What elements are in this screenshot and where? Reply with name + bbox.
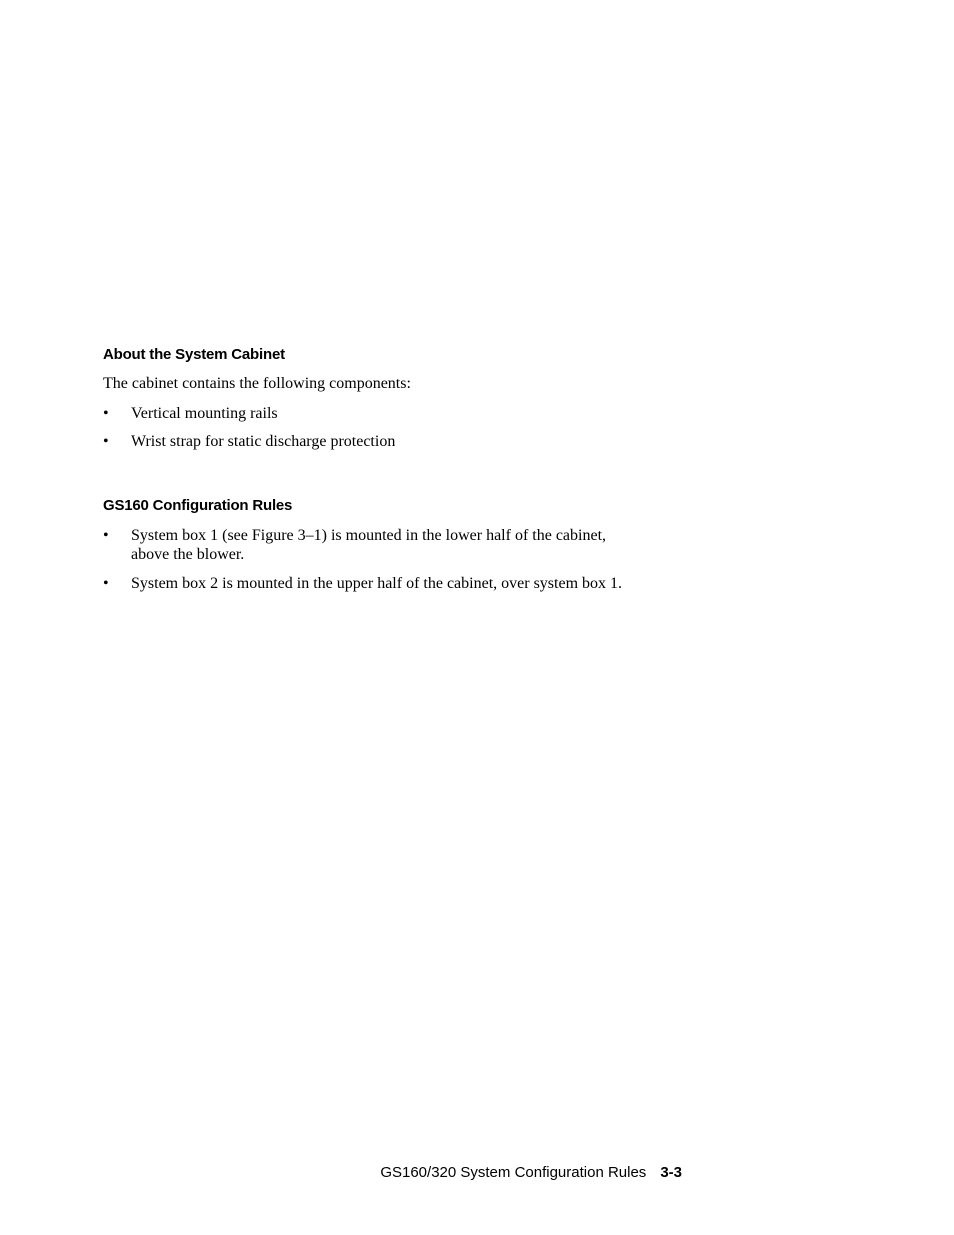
list-item-text: Vertical mounting rails <box>131 405 278 422</box>
bullet-icon: • <box>103 433 109 450</box>
bullet-icon: • <box>103 575 109 592</box>
section-heading: About the System Cabinet <box>103 346 285 363</box>
section-system-cabinet <box>103 346 703 451</box>
bullet-icon: • <box>103 405 109 422</box>
list-item-text-line: System box 2 is mounted in the upper half of the cabinet, over system box 1. <box>131 575 623 592</box>
page-footer <box>380 1164 682 1182</box>
list-item-text-line: System box 1 (see Figure 3–1) is mounted in the lower half of the cabinet, <box>131 527 607 544</box>
section-configuration-rules <box>103 497 703 593</box>
section-heading: GS160 Configuration Rules <box>103 497 293 514</box>
footer-title: GS160/320 System Configuration Rules <box>380 1164 647 1181</box>
list-item-text-line: above the blower. <box>131 546 245 563</box>
list-item <box>103 526 703 564</box>
intro-paragraph: The cabinet contains the following components: <box>103 375 411 392</box>
bullet-icon: • <box>103 527 109 544</box>
list-item <box>103 432 703 451</box>
bullet-list <box>103 404 703 451</box>
list-item <box>103 574 703 593</box>
page-number: 3-3 <box>660 1164 682 1181</box>
list-item <box>103 404 703 423</box>
list-item-text: Wrist strap for static discharge protection <box>131 433 396 450</box>
bullet-list <box>103 526 703 593</box>
